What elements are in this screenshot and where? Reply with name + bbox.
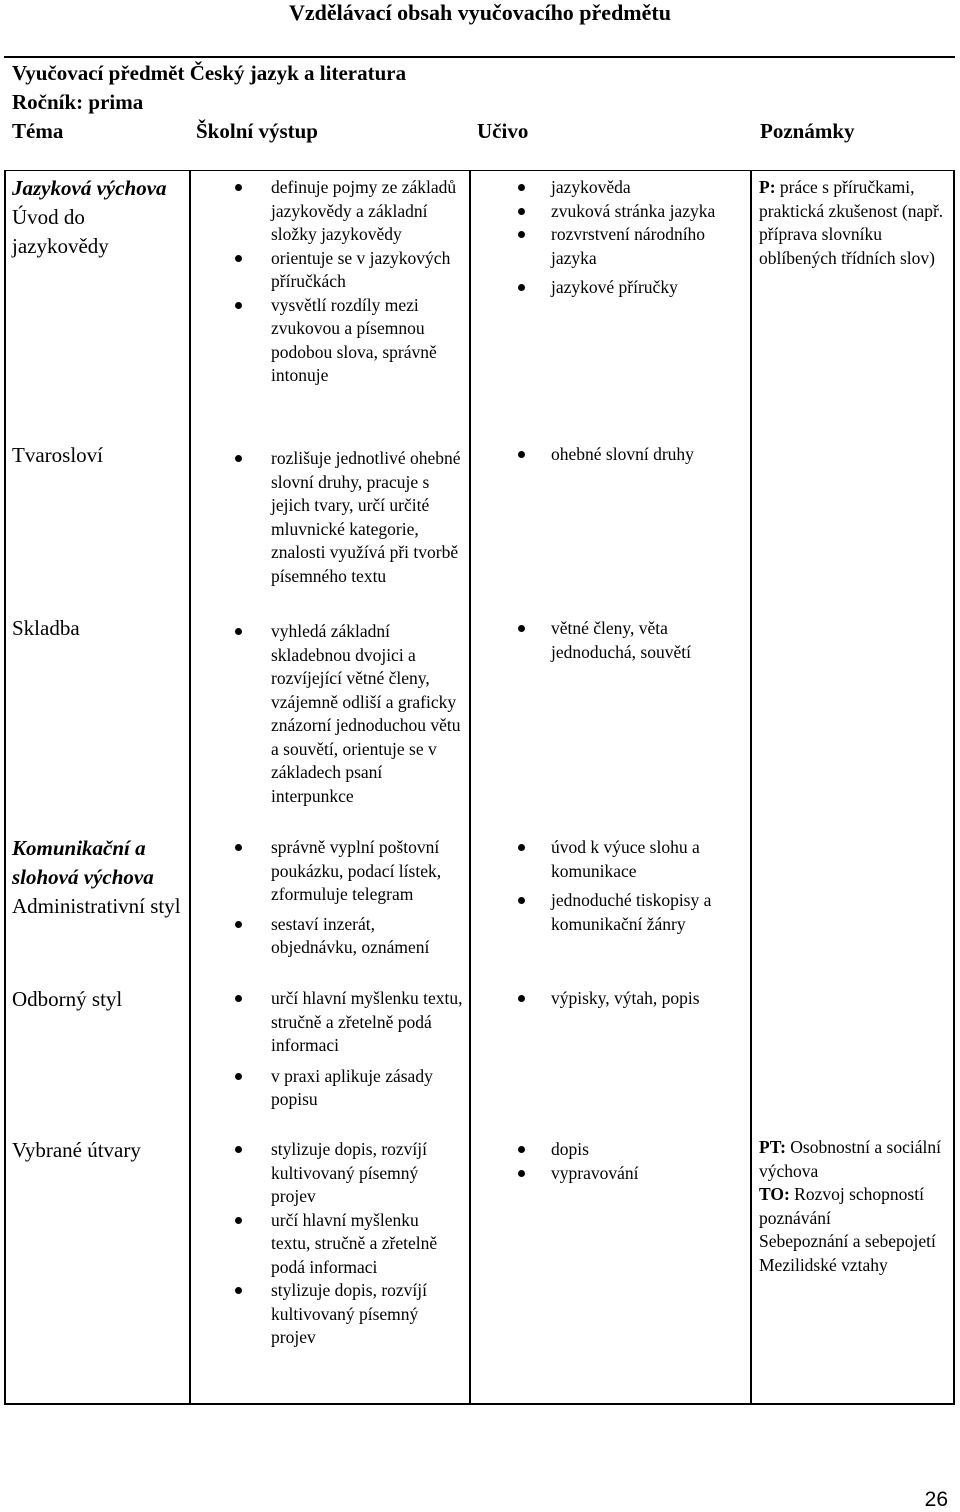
- notes-text: Osobnostní a sociální výchova: [759, 1137, 941, 1181]
- curriculum-list: [551, 617, 741, 664]
- notes-text: Mezilidské vztahy: [759, 1254, 888, 1275]
- curriculum-list: [551, 1138, 746, 1185]
- outcome-item: určí hlavní myšlenku textu, stručně a zřetelně podá informaci: [271, 987, 466, 1058]
- curriculum-item: jazykové příručky: [551, 276, 746, 300]
- notes-text: Sebepoznání a sebepojetí: [759, 1231, 936, 1251]
- outcome-item: určí hlavní myšlenku textu, stručně a zřetelně podá informaci: [271, 1209, 461, 1280]
- notes-cell: [759, 176, 951, 270]
- outcome-item: vyhledá základní skladebnou dvojici a rozvíjející větné členy, vzájemně odliší a graficky znázorní jednoduchou větu a souvětí, orientuje se v základech psaní interpunkce: [271, 620, 461, 808]
- header-outcome: Školní výstup: [196, 119, 318, 143]
- notes-text: Rozvoj schopností poznávání: [759, 1184, 924, 1228]
- header-topic: Téma: [12, 119, 64, 143]
- column-divider: [469, 56, 471, 1405]
- topic-cell: [12, 174, 182, 261]
- topic-cell: [12, 985, 182, 1014]
- curriculum-list: [551, 443, 746, 467]
- notes-cell: [759, 1136, 945, 1277]
- column-divider: [189, 56, 191, 1405]
- notes-line: [759, 1136, 945, 1183]
- curriculum-item: ohebné slovní druhy: [551, 443, 746, 467]
- curriculum-item: výpisky, výtah, popis: [551, 987, 746, 1011]
- outcome-item: definuje pojmy ze základů jazykovědy a základní složky jazykovědy: [271, 176, 461, 247]
- outcome-item: stylizuje dopis, rozvíjí kultivovaný písemný projev: [271, 1138, 461, 1209]
- notes-line: [759, 1183, 945, 1230]
- topic-heading: Komunikační a slohová výchova: [12, 836, 154, 889]
- outcome-item: sestaví inzerát, objednávku, oznámení: [271, 913, 461, 960]
- curriculum-item: zvuková stránka jazyka: [551, 200, 746, 224]
- curriculum-list: [551, 836, 746, 936]
- topic-cell: [12, 1136, 187, 1165]
- topic-cell: [12, 834, 187, 921]
- grade-line: Ročník: prima: [12, 90, 144, 114]
- curriculum-list: [551, 176, 746, 300]
- curriculum-item: vypravování: [551, 1162, 746, 1186]
- topic-name: Skladba: [12, 616, 80, 640]
- curriculum-item: úvod k výuce slohu a komunikace: [551, 836, 746, 883]
- outcome-list: [271, 447, 461, 588]
- curriculum-item: dopis: [551, 1138, 746, 1162]
- curriculum-item: jednoduché tiskopisy a komunikační žánry: [551, 889, 746, 936]
- topic-name: Vybrané útvary: [12, 1138, 141, 1162]
- header-notes: Poznámky: [760, 119, 855, 143]
- outcome-list: [271, 987, 466, 1112]
- curriculum-item: rozvrstvení národního jazyka: [551, 223, 746, 270]
- page-number: 26: [924, 1488, 948, 1511]
- topic-name: Administrativní styl: [12, 894, 181, 918]
- curriculum-list: [551, 987, 746, 1011]
- topic-name: Úvod do jazykovědy: [12, 205, 109, 258]
- outcome-item: správně vyplní poštovní poukázku, podací lístek, zformuluje telegram: [271, 836, 461, 907]
- curriculum-item: větné členy, věta jednoduchá, souvětí: [551, 617, 741, 664]
- notes-label: TO:: [759, 1184, 790, 1204]
- notes-line: [759, 1254, 945, 1278]
- document-title: Vzdělávací obsah vyučovacího předmětu: [289, 0, 671, 25]
- curriculum-item: jazykověda: [551, 176, 746, 200]
- outcome-item: orientuje se v jazykových příručkách: [271, 247, 461, 294]
- subject-line: Vyučovací předmět Český jazyk a literatura: [12, 61, 407, 85]
- topic-cell: [12, 441, 182, 470]
- topic-heading: Jazyková výchova: [12, 176, 167, 200]
- outcome-list: [271, 176, 461, 388]
- outcome-list: [271, 620, 461, 808]
- topic-name: Odborný styl: [12, 987, 123, 1011]
- outcome-list: [271, 1138, 461, 1350]
- notes-text: práce s příručkami, praktická zkušenost (např. příprava slovníku oblíbených třídních slov): [759, 177, 944, 268]
- notes-label: PT:: [759, 1137, 786, 1157]
- outcome-item: vysvětlí rozdíly mezi zvukovou a písemnou podobou slova, správně intonuje: [271, 294, 461, 388]
- header-curriculum: Učivo: [477, 119, 529, 143]
- outcome-item: v praxi aplikuje zásady popisu: [271, 1065, 466, 1112]
- outcome-item: rozlišuje jednotlivé ohebné slovní druhy, pracuje s jejich tvary, určí určité mluvnické kategorie, znalosti využívá při tvorbě písemného textu: [271, 447, 461, 588]
- notes-line: [759, 1230, 945, 1254]
- topic-cell: [12, 614, 182, 643]
- notes-label: P:: [759, 177, 776, 197]
- topic-name: Tvarosloví: [12, 443, 103, 467]
- outcome-list: [271, 836, 461, 960]
- outcome-item: stylizuje dopis, rozvíjí kultivovaný písemný projev: [271, 1279, 461, 1350]
- column-divider: [750, 56, 752, 1405]
